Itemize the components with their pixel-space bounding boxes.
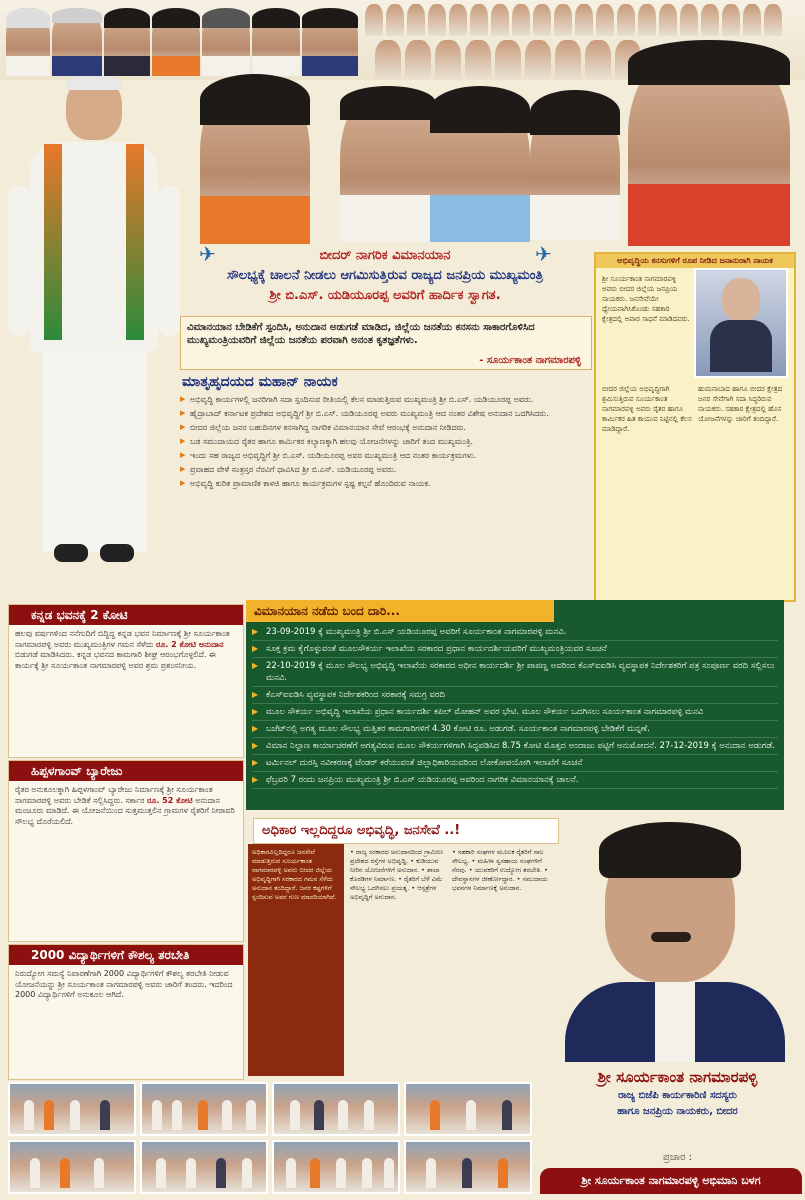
section-heading: ಮಾತೃಹೃದಯದ ಮಹಾನ್ ನಾಯಕ xyxy=(182,374,338,390)
aviation-timeline xyxy=(246,600,784,810)
box-body xyxy=(15,785,237,827)
timeline-item: ▶ ಬಜೆಟ್‌ನಲ್ಲಿ ಅಗತ್ಯ ಮೂಲ ಸೌಲಭ್ಯ ಮತ್ತಿತರ ಕಾಮಗಾರಿಗಳಿಗೆ 4.30 ಕೋಟಿ ರೂ. ಅಡುಗಡೆ. ಸೂರ್ಯಕಾಂತ ನಾಗಮಾರಪಳ್ಳಿ ಬೇಡಿಕೆಗೆ ಮನ್ನಣೆ. xyxy=(252,723,778,738)
leader-photo xyxy=(302,8,358,76)
timeline-item: ▶ ಸೂಕ್ತ ಕ್ರಮ ಕೈಗೊಳ್ಳುವಂತೆ ಮೂಲಸೌಕರ್ಯ ಇಲಾಖೆಯ ಸರಕಾರದ ಪ್ರಧಾನ ಕಾರ್ಯದರ್ಶಿಯವರಿಗೆ ಮುಖ್ಯಮಂತ್ರಿಯವರ ಸೂಚನೆ xyxy=(252,643,778,658)
event-photo xyxy=(404,1140,532,1194)
gratitude-box xyxy=(180,316,592,370)
timeline-item: ▶ 22-10-2019 ಕ್ಕೆ ಮೂಲ ಸೌಲಭ್ಯ ಅಭಿವೃದ್ಧಿ ಇಲಾಖೆಯ ಸರಕಾರದ ಅಧೀನ ಕಾರ್ಯದರ್ಶಿ ಶ್ರೀ ಪಾಪಣ್ಣ ಅವರಿಂದ ಕೆಎಸ್‌ಐಐಡಿಸಿ ವ್ಯವಸ್ಥಾಪಕ ನಿರ್ದೇಶಕರಿಗೆ ಪತ್ರ ಸಂಪೂರ್ಣ ವರದಿ ಸಲ್ಲಿಸಲು ಮನವಿ. xyxy=(252,660,778,687)
leader-photo xyxy=(152,8,200,76)
list-item: ▶ ಅಭಿವೃದ್ಧಿ ಕಾರ್ಯಗಳಲ್ಲಿ ಜನರಿಗಾಗಿ ಸದಾ ಸ್ಪಂದಿಸುವ ರೀತಿಯಲ್ಲಿ ಕೆಲಸ ಮಾಡುತ್ತಿರುವ ಮುಖ್ಯಮಂತ್ರಿ ಶ್ರೀ ಬಿ.ಎಸ್. ಯಡಿಯೂರಪ್ಪ ಅವರು. xyxy=(180,394,590,405)
event-photo xyxy=(8,1140,136,1194)
list-item: ▶ ಬಡ ಸಮುದಾಯದ ರೈತರ ಹಾಗೂ ಕಾರ್ಮಿಕರ ಕಲ್ಯಾಣಕ್ಕಾಗಿ ಹಲವು ಯೋಜನೆಗಳನ್ನು ಜಾರಿಗೆ ತಂದ ಮುಖ್ಯಮಂತ್ರಿ. xyxy=(180,436,590,447)
event-photo xyxy=(140,1082,268,1136)
fan-club-banner: ಶ್ರೀ ಸೂರ್ಯಕಾಂತ ನಾಗಮಾರಪಳ್ಳಿ ಅಭಿಮಾನಿ ಬಳಗ xyxy=(540,1168,802,1194)
panel-text: ಅಧಿಕಾರವಿಲ್ಲದಿದ್ದರೂ ಜನಸೇವೆ ಮಾಡುತ್ತಿರುವ ಸೂರ್ಯಕಾಂತ ನಾಗಮಾರಪಳ್ಳಿ ಅವರು ಬೀದರ ಜಿಲ್ಲೆಯ ಅಭಿವೃದ್ಧಿಗಾಗಿ ಸರಕಾರದ ಗಮನ ಸೆಳೆದು ಅನುದಾನ ತಂದಿದ್ದಾರೆ. ಜನರ ಕಷ್ಟಗಳಿಗೆ ಸ್ಪಂದಿಸುವ ಅವರ ಗುಣ ಮಾದರಿಯಾಗಿದೆ. xyxy=(252,848,337,901)
leader-photo xyxy=(530,90,620,240)
leader-role: ರಾಜ್ಯ ಬಿಜೆಪಿ ಕಾರ್ಯಕಾರಿಣಿ ಸದಸ್ಯರು xyxy=(618,1090,737,1101)
article-heading: ಅಭಿವೃದ್ಧಿಯ ಕನಸುಗಳಿಗೆ ರೂಪ ನೀಡಿದ ಜನಾನುರಾಗಿ ನಾಯಕ xyxy=(596,254,794,268)
box-heading: ಕನ್ನಡ ಭವನಕ್ಕೆ 2 ಕೋಟಿ xyxy=(9,605,243,625)
event-photo xyxy=(404,1082,532,1136)
list-item: ▶ ಅಭಿವೃದ್ಧಿ ಕುರಿತ ಪ್ರಾಮಾಣಿಕ ಕಾಳಜಿ ಹಾಗೂ ಕಾರ್ಯಕ್ರಮಗಳ ಸ್ಪಷ್ಟ ಕಲ್ಪನೆ ಹೊಂದಿರುವ ನಾಯಕ. xyxy=(180,478,590,489)
barrage-box xyxy=(8,760,244,942)
timeline-header xyxy=(246,600,784,622)
cm-achievements-list xyxy=(180,394,590,600)
box-heading: 2000 ವಿದ್ಯಾರ್ಥಿಗಳಿಗೆ ಕೌಶಲ್ಯ ತರಬೇತಿ xyxy=(9,945,243,965)
timeline-item: ▶ ಫೆಬ್ರವರಿ 7 ರಂದು ಜನಪ್ರಿಯ ಮುಖ್ಯಮಂತ್ರಿ ಶ್ರೀ ಬಿ.ಎಸ್ ಯಡಿಯೂರಪ್ಪ ಅವರಿಂದ ನಾಗರಿಕ ವಿಮಾನಯಾನಕ್ಕೆ ಚಾಲನೆ. xyxy=(252,774,778,789)
leader-photo xyxy=(430,86,530,242)
timeline-item: ▶ ವಿಮಾನ ನಿಲ್ದಾಣ ಕಾರ್ಯಾಚರಣೆಗೆ ಅಗತ್ಯವಿರುವ ಮೂಲ ಸೌಕರ್ಯಗಳಿಗಾಗಿ ಸಿದ್ಧಪಡಿಸಿದ 8.75 ಕೋಟಿ ಮೊತ್ತದ ಅಂದಾಜು ಪಟ್ಟಿಗೆ ಅನುಮೋದನೆ. 27-12-2019 ಕ್ಕೆ ಅನುದಾನ ಅಡುಗಡೆ. xyxy=(252,740,778,755)
section-heading: ಅಧಿಕಾರ ಇಲ್ಲದಿದ್ದರೂ ಅಭಿವೃದ್ಧಿ, ಜನಸೇವೆ ..! xyxy=(253,818,559,844)
highlight-panel xyxy=(248,844,344,1076)
gratitude-signature: - ಸೂರ್ಯಕಾಂತ ನಾಗಮಾರಪಳ್ಳಿ xyxy=(479,355,581,366)
leader-photo xyxy=(252,8,300,76)
article-text: • ಸಹಕಾರಿ ಸಂಘಗಳ ಮೂಲಕ ರೈತರಿಗೆ ಸಾಲ ಸೌಲಭ್ಯ. • ಮಹಿಳಾ ಸ್ವಸಹಾಯ ಸಂಘಗಳಿಗೆ ನೆರವು. • ಯುವಕರಿಗೆ ಉದ್ಯೋಗ ತರಬೇತಿ. • ದೇವಸ್ಥಾನಗಳ ಜೀರ್ಣೋದ್ಧಾರ. • ಸಮುದಾಯ ಭವನಗಳ ನಿರ್ಮಾಣಕ್ಕೆ ಅನುದಾನ. xyxy=(452,848,548,892)
highlight-text: ರೂ. 52 ಕೋಟಿ xyxy=(147,795,193,805)
kannada-bhavan-box xyxy=(8,604,244,758)
timeline-item: ▶ ಮೂಲ ಸೌಕರ್ಯ ಅಭಿವೃದ್ಧಿ ಇಲಾಖೆಯ ಪ್ರಧಾನ ಕಾರ್ಯದರ್ಶಿ ಕಪಿಲ್ ಮೋಹನ್ ಅವರ ಭೇಟಿ. ಮೂಲ ಸೌಕರ್ಯ ಒದಗಿಸಲು ಸೂರ್ಯಕಾಂತ ನಾಗಮಾರಪಳ್ಳಿ ಮನವಿ xyxy=(252,706,778,721)
timeline-item: ▶ ಕೆಎಸ್‌ಐಐಡಿಸಿ ವ್ಯವಸ್ಥಾಪಕ ನಿರ್ದೇಶಕರಿಂದ ಸರಕಾರಕ್ಕೆ ಸಮಗ್ರ ವರದಿ xyxy=(252,689,778,704)
title-line-2: ಸೌಲಭ್ಯಕ್ಕೆ ಚಾಲನೆ ನೀಡಲು ಆಗಮಿಸುತ್ತಿರುವ ರಾಜ್ಯದ ಜನಪ್ರಿಯ ಮುಖ್ಯಮಂತ್ರಿ xyxy=(227,268,543,283)
list-item: ▶ ಹೈದ್ರಾಬಾದ್ ಕರ್ನಾಟಕ ಪ್ರದೇಶದ ಅಭಿವೃದ್ಧಿಗೆ ಶ್ರೀ ಬಿ.ಎಸ್. ಯಡಿಯೂರಪ್ಪ ಅವರು ಮುಖ್ಯಮಂತ್ರಿ ಆದ ನಂತರ ವಿಶೇಷ ಅನುದಾನ ಒದಗಿಸಿದರು. xyxy=(180,408,590,419)
skills-box xyxy=(8,944,244,1080)
publicity-label: ಪ್ರಚಾರ : xyxy=(662,1152,693,1163)
body-text: ರೈತರ ಅನುಕೂಲಕ್ಕಾಗಿ ಹಿಪ್ಪಳಗಾಂವ್ ಬ್ಯಾರೇಜು ನಿರ್ಮಾಣಕ್ಕೆ ಶ್ರೀ ಸೂರ್ಯಕಾಂತ ನಾಗಮಾರಪಳ್ಳಿ ಅವರು ಬೇಡಿಕೆ ಸಲ್ಲಿಸಿದ್ದರು. ಸರ್ಕಾರ xyxy=(15,785,213,805)
box-body: ನಿರುದ್ಯೋಗ ಸಮಸ್ಯೆ ನಿವಾರಣೆಗಾಗಿ 2000 ವಿದ್ಯಾರ್ಥಿಗಳಿಗೆ ಕೌಶಲ್ಯ ತರಬೇತಿ ನೀಡುವ ಯೋಜನೆಯನ್ನು ಶ್ರೀ ಸೂರ್ಯಕಾಂತ ನಾಗಮಾರಪಳ್ಳಿ ಅವರು ಜಾರಿಗೆ ತಂದರು. ಇದರಿಂದ 2000 ವಿದ್ಯಾರ್ಥಿಗಳಿಗೆ ಅನುಕೂಲ ಆಗಿದೆ. xyxy=(15,969,233,999)
leader-role: ಹಾಗೂ ಜನಪ್ರಿಯ ನಾಯಕರು, ಬೀದರ xyxy=(617,1106,738,1117)
leader-photo xyxy=(6,8,50,76)
airplane-icon: ✈ xyxy=(535,242,552,266)
timeline-item: ▶ 23-09-2019 ಕ್ಕೆ ಮುಖ್ಯಮಂತ್ರಿ ಶ್ರೀ ಬಿ.ಎಸ್ ಯಡಿಯೂರಪ್ಪ ಅವರಿಗೆ ಸೂರ್ಯಕಾಂತ ನಾಗಮಾರಪಳ್ಳಿ ಮನವಿ. xyxy=(252,626,778,641)
leader-photo xyxy=(340,86,436,242)
body-text: ಹಲವು ವರ್ಷಗಳಿಂದ ನನೆಗುದಿಗೆ ಬಿದ್ದಿದ್ದ ಕನ್ನಡ ಭವನ ನಿರ್ಮಾಣಕ್ಕೆ ಶ್ರೀ ಸೂರ್ಯಕಾಂತ ನಾಗಮಾರಪಳ್ಳಿ ಅವರು ಮುಖ್ಯಮಂತ್ರಿಗಳ ಗಮನ ಸೆಳೆದು xyxy=(15,629,230,649)
leader-photo xyxy=(628,40,790,246)
leader-portrait xyxy=(694,268,788,378)
gratitude-text: ವಿಮಾನಯಾನ ಬೇಡಿಕೆಗೆ ಸ್ಪಂದಿಸಿ, ಅನುದಾನ ಅಡುಗಡೆ ಮಾಡಿದ, ಜಿಲ್ಲೆಯ ಜನತೆಯ ಕನಸನು ಸಾಕಾರಗೊಳಿಸಿದ ಮುಖ್ಯಮಂತ್ರಿಯವರಿಗೆ ಜಿಲ್ಲೆಯ ಜನತೆಯ ಪರವಾಗಿ ಅನಂತ ಕೃತಜ್ಞತೆಗಳು. xyxy=(187,322,535,346)
leader-photo xyxy=(104,8,150,76)
list-item: ▶ ಪ್ರವಾಹದ ವೇಳೆ ಸಂತ್ರಸ್ತರ ನೆರವಿಗೆ ಧಾವಿಸಿದ ಶ್ರೀ ಬಿ.ಎಸ್. ಯಡಿಯೂರಪ್ಪ ಅವರು. xyxy=(180,464,590,475)
event-photo xyxy=(8,1082,136,1136)
leader-photo xyxy=(52,8,102,76)
list-item: ▶ ಬೀದರ ಜಿಲ್ಲೆಯ ಜನರ ಬಹುದಿನಗಳ ಕನಸಾಗಿದ್ದ ನಾಗರಿಕ ವಿಮಾನಯಾನ ಸೇವೆ ಆರಂಭಕ್ಕೆ ಅನುದಾನ ನೀಡಿದರು. xyxy=(180,422,590,433)
airplane-icon: ✈ xyxy=(199,242,216,266)
leader-photo xyxy=(202,8,250,76)
timeline-heading: ವಿಮಾನಯಾನ ನಡೆದು ಬಂದ ದಾರಿ... xyxy=(246,600,554,622)
body-text: ಅನುದಾನ ಮಂಜೂರು ಮಾಡಿದೆ. ಈ ಯೋಜನೆಯಿಂದ ಸುತ್ತಮುತ್ತಲಿನ ಗ್ರಾಮಗಳ ರೈತರಿಗೆ ನೀರಾವರಿ ಸೌಲಭ್ಯ ದೊರೆಯಲಿದೆ. xyxy=(15,795,235,826)
article-text: ಹುಮನಾಬಾದ ಹಾಗೂ ಬೀದರ ಕ್ಷೇತ್ರದ ಜನರ ಸೇವೆಗಾಗಿ ಸದಾ ಸಿದ್ಧರಿರುವ ನಾಯಕರು. ಸಹಕಾರ ಕ್ಷೇತ್ರದಲ್ಲಿ ಹೊಸ ಯೋಜನೆಗಳನ್ನು ಜಾರಿಗೆ ತಂದಿದ್ದಾರೆ. xyxy=(698,385,783,423)
title-line-1: ಬೀದರ್ ನಾಗರಿಕ ವಿಮಾನಯಾನ xyxy=(319,248,451,263)
event-photo xyxy=(272,1140,400,1194)
leader-portrait xyxy=(565,822,785,1062)
event-photo xyxy=(272,1082,400,1136)
highlight-text: ರೂ. 2 ಕೋಟಿ ಅನುದಾನ xyxy=(155,639,224,649)
event-photo xyxy=(140,1140,268,1194)
body-text: ಬಿಡುಗಡೆ ಮಾಡಿಸಿದರು. ಕನ್ನಡ ಭವನದ ಕಾಮಗಾರಿ ಶೀಘ್ರ ಆರಂಭಗೊಳ್ಳಲಿದೆ. ಈ ಕಾರ್ಯಕ್ಕೆ ಶ್ರೀ ಸೂರ್ಯಕಾಂತ ನಾಗಮಾರಪಳ್ಳಿ ಅವರ ಶ್ರಮ ಪ್ರಶಂಸನೀಯ. xyxy=(15,650,216,670)
timeline-item: ▶ ಟರ್ಮಿನಲ್ ದುರಸ್ತಿ ನವೀಕರಣಕ್ಕೆ ಟೆಂಡರ್ ಕರೆಯುವಂತೆ ಜಿಲ್ಲಾಧಿಕಾರಿಯವರಿಂದ ಲೋಕೋಪಯೋಗಿ ಇಲಾಖೆಗೆ ಸೂಚನೆ xyxy=(252,757,778,772)
article-text: ಬೀದರ ಜಿಲ್ಲೆಯ ಅಭಿವೃದ್ಧಿಗಾಗಿ ಶ್ರಮಿಸುತ್ತಿರುವ ಸೂರ್ಯಕಾಂತ ನಾಗಮಾರಪಳ್ಳಿ ಅವರು ರೈತರ ಹಾಗೂ ಕಾರ್ಮಿಕರ ಹಿತ ಕಾಯುವ ನಿಟ್ಟಿನಲ್ಲಿ ಕೆಲಸ ಮಾಡಿದ್ದಾರೆ. xyxy=(602,385,692,433)
box-body xyxy=(15,629,237,671)
box-heading: ಹಿಪ್ಪಳಗಾಂವ್ ಬ್ಯಾರೇಜು xyxy=(9,761,243,781)
title-line-3: ಶ್ರೀ ಬಿ.ಎಸ್. ಯಡಿಯೂರಪ್ಪ ಅವರಿಗೆ ಹಾರ್ದಿಕ ಸ್ವಾಗತ. xyxy=(269,288,501,303)
article-text: ಶ್ರೀ ಸೂರ್ಯಕಾಂತ ನಾಗಮಾರಪಳ್ಳಿ ಅವರು ಬೀದರ ಜಿಲ್ಲೆಯ ಜನಪ್ರಿಯ ನಾಯಕರು. ಜನಸೇವೆಯೇ ಧ್ಯೇಯವಾಗಿಸಿಕೊಂಡು ಸಹಕಾರಿ ಕ್ಷೇತ್ರದಲ್ಲಿ ಅಪಾರ ಸಾಧನೆ ಮಾಡಿದವರು. xyxy=(602,275,690,323)
chief-minister-photo xyxy=(8,76,180,586)
list-item: ▶ ಇಂದು ಸಹ ರಾಜ್ಯದ ಅಭಿವೃದ್ಧಿಗೆ ಶ್ರೀ ಬಿ.ಎಸ್. ಯಡಿಯೂರಪ್ಪ ಅವರ ಮುಖ್ಯಮಂತ್ರಿ ಆದ ನಂತರ ಕಾರ್ಯಕ್ರಮಗಳು. xyxy=(180,450,590,461)
leader-name: ಶ್ರೀ ಸೂರ್ಯಕಾಂತ ನಾಗಮಾರಪಳ್ಳಿ xyxy=(597,1068,758,1086)
leader-photo xyxy=(200,74,310,244)
article-text: • ರಾಜ್ಯ ಸರಕಾರದ ಅನುದಾನದಿಂದ ಗ್ರಾಮೀಣ ಪ್ರದೇಶದ ರಸ್ತೆಗಳ ಅಭಿವೃದ್ಧಿ. • ಕುಡಿಯುವ ನೀರಿನ ಯೋಜನೆಗಳಿಗೆ ಅನುದಾನ. • ಶಾಲಾ ಕೊಠಡಿಗಳ ನಿರ್ಮಾಣ. • ರೈತರಿಗೆ ಬೆಳೆ ವಿಮೆ ಸೌಲಭ್ಯ ಒದಗಿಸಲು ಪ್ರಯತ್ನ. • ಆಸ್ಪತ್ರೆಗಳ ಅಭಿವೃದ್ಧಿಗೆ ಅನುದಾನ. xyxy=(350,848,443,901)
